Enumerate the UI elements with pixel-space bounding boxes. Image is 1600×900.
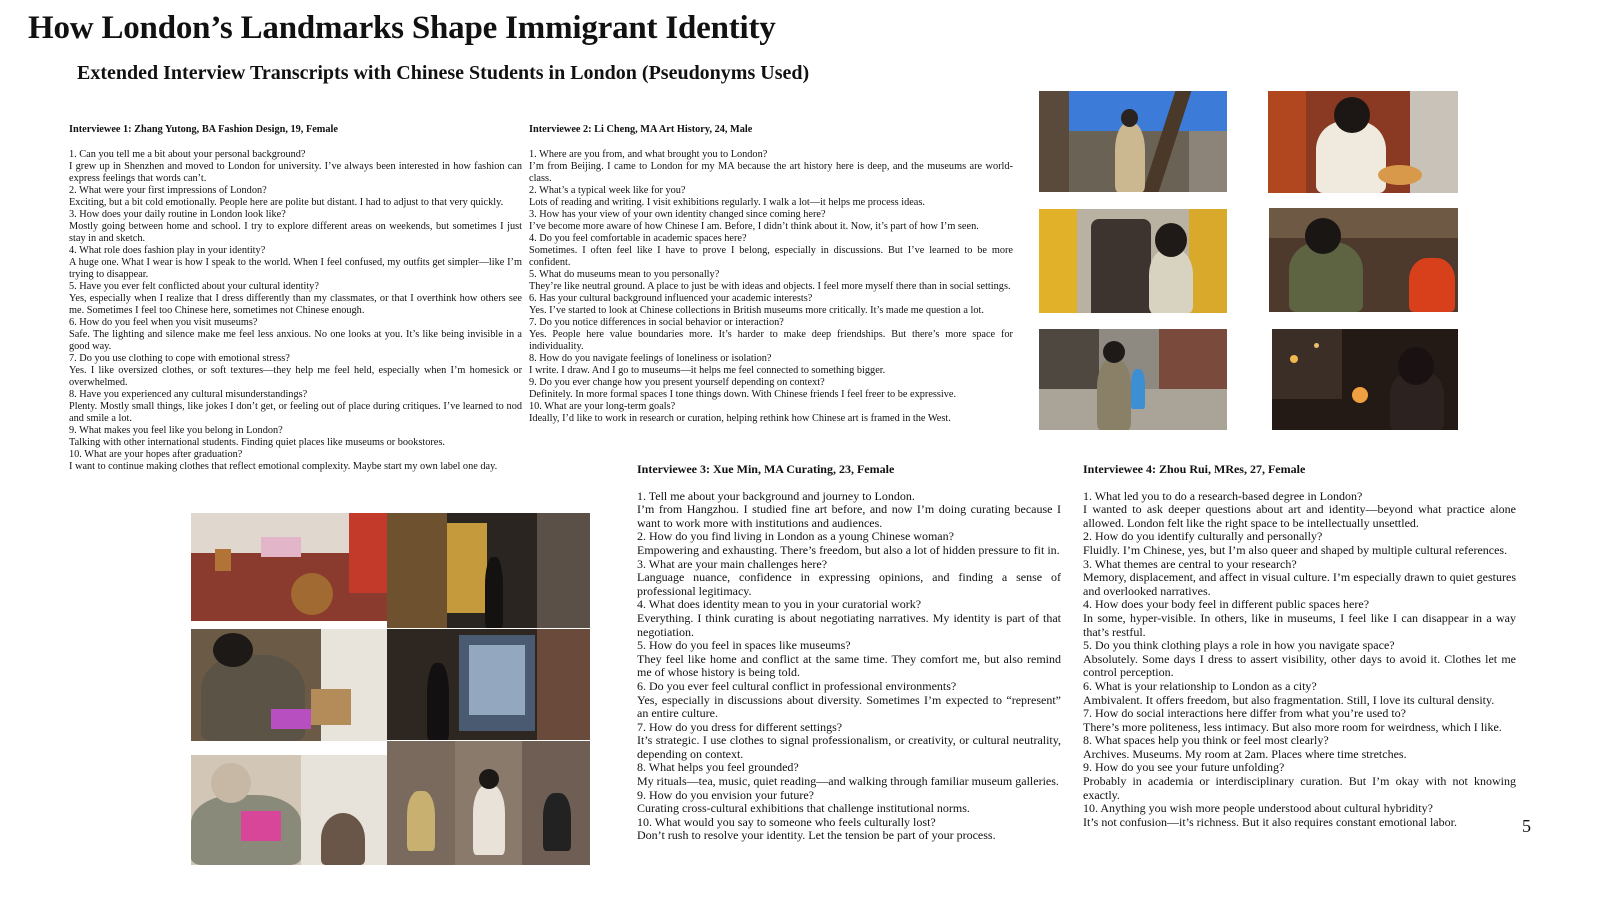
photo-face-covered — [191, 755, 387, 865]
answer: It’s strategic. I use clothes to signal professionalism, or creativity, or cultural neutrality, depending on context. — [637, 733, 1061, 761]
page-number: 5 — [1522, 816, 1531, 836]
question: 10. What are your long-term goals? — [529, 401, 676, 412]
question: 6. Has your cultural background influenced your academic interests? — [529, 293, 813, 304]
answer: Curating cross-cultural exhibitions that challenge institutional norms. — [637, 801, 970, 816]
qa-item — [529, 209, 1013, 233]
qa-item — [69, 317, 522, 353]
qa-item — [1083, 598, 1516, 639]
answer: Sometimes. I often feel like I have to prove I belong, especially in discussions. But I’ve learned to be more confident. — [529, 245, 1013, 268]
photo-street-with-tree — [1039, 91, 1227, 192]
qa-item — [529, 401, 1013, 425]
question: 5. What do museums mean to you personally? — [529, 269, 720, 280]
photo-restaurant-table — [191, 513, 387, 621]
qa-item — [69, 389, 522, 425]
question: 5. Have you ever felt conflicted about your cultural identity? — [69, 281, 319, 292]
answer: Safe. The lighting and silence make me feel less anxious. No one looks at you. It’s like being invisible in a good way. — [69, 329, 522, 352]
answer: It’s not confusion—it’s richness. But it also requires constant emotional labor. — [1083, 814, 1457, 829]
answer: Ambivalent. It offers freedom, but also fragmentation. Still, I love its cultural density. — [1083, 692, 1495, 707]
qa-item — [637, 816, 1061, 843]
qa-item — [529, 317, 1013, 353]
qa-item — [69, 209, 522, 245]
question: 7. Do you use clothing to cope with emotional stress? — [69, 353, 290, 364]
page-title: How London’s Landmarks Shape Immigrant Identity — [28, 10, 776, 46]
answer: I grew up in Shenzhen and moved to London for university. I’ve always been interested in how fashion can express feelings that words can’t. — [69, 161, 522, 184]
answer: Yes, especially when I realize that I dress differently than my classmates, or that I overthink how others see me. Sometimes I feel too Chinese here, sometimes not Chinese enough. — [69, 293, 522, 316]
question: 7. How do you dress for different settings? — [637, 719, 843, 734]
question: 5. Do you think clothing plays a role in how you navigate space? — [1083, 638, 1395, 653]
question: 1. Tell me about your background and journey to London. — [637, 488, 915, 503]
qa-item — [69, 449, 522, 473]
photo-evening-street — [1269, 208, 1458, 312]
question: 8. How do you navigate feelings of loneliness or isolation? — [529, 353, 772, 364]
interview-heading: Interviewee 1: Zhang Yutong, BA Fashion Design, 19, Female — [69, 124, 338, 135]
question: 1. What led you to do a research-based degree in London? — [1083, 488, 1363, 503]
qa-item — [1083, 761, 1516, 802]
interview-2 — [529, 124, 1013, 425]
answer: Language nuance, confidence in expressing opinions, and finding a sense of professional legitimacy. — [637, 570, 1061, 598]
qa-list — [69, 149, 522, 473]
qa-item — [529, 185, 1013, 209]
qa-item — [69, 185, 522, 209]
photo-eating-close-up — [191, 629, 387, 741]
question: 3. What are your main challenges here? — [637, 556, 828, 571]
question: 8. Have you experienced any cultural misunderstandings? — [69, 389, 308, 400]
answer: I’ve become more aware of how Chinese I am. Before, I didn’t think about it. Now, it’s part of how I’m seen. — [529, 221, 979, 232]
photo-three-seated — [387, 741, 590, 865]
photo-tube-doors — [1039, 209, 1227, 313]
answer: Absolutely. Some days I dress to assert visibility, other days to avoid it. Clothes let me control perception. — [1083, 651, 1516, 680]
qa-item — [637, 530, 1061, 557]
answer: Lots of reading and writing. I visit exhibitions regularly. I walk a lot—it helps me process ideas. — [529, 197, 925, 208]
qa-item — [637, 789, 1061, 816]
answer: They’re like neutral ground. A place to just be with ideas and objects. I feel more myself there than in social settings. — [529, 281, 1011, 292]
question: 6. Do you ever feel cultural conflict in professional environments? — [637, 678, 957, 693]
answer: Mostly going between home and school. I try to explore different areas on weekends, but sometimes I just stay in and sketch. — [69, 221, 522, 244]
qa-item — [1083, 639, 1516, 680]
question: 10. Anything you wish more people understood about cultural hybridity? — [1083, 801, 1433, 816]
question: 10. What would you say to someone who feels culturally lost? — [637, 814, 936, 829]
answer: Empowering and exhausting. There’s freedom, but also a lot of hidden pressure to fit in. — [637, 542, 1060, 557]
interview-heading: Interviewee 2: Li Cheng, MA Art History, 24, Male — [529, 124, 753, 135]
qa-item — [1083, 680, 1516, 707]
photo-museum-case — [387, 629, 590, 740]
qa-item — [69, 281, 522, 317]
question: 1. Can you tell me a bit about your personal background? — [69, 149, 306, 160]
question: 2. How do you find living in London as a young Chinese woman? — [637, 529, 954, 544]
question: 4. How does your body feel in different public spaces here? — [1083, 597, 1370, 612]
question: 4. What does identity mean to you in your curatorial work? — [637, 597, 922, 612]
qa-item — [69, 149, 522, 185]
qa-item — [529, 149, 1013, 185]
question: 4. Do you feel comfortable in academic spaces here? — [529, 233, 747, 244]
answer: Archives. Museums. My room at 2am. Places where time stretches. — [1083, 746, 1407, 761]
question: 9. Do you ever change how you present yourself depending on context? — [529, 377, 825, 388]
interview-heading: Interviewee 3: Xue Min, MA Curating, 23, Female — [637, 462, 895, 476]
qa-item — [69, 425, 522, 449]
question: 2. What were your first impressions of London? — [69, 185, 267, 196]
question: 9. How do you envision your future? — [637, 787, 814, 802]
qa-item — [529, 377, 1013, 401]
question: 2. What’s a typical week like for you? — [529, 185, 686, 196]
answer: Talking with other international students. Finding quiet places like museums or bookstores. — [69, 437, 445, 448]
interview-4 — [1083, 463, 1516, 829]
question: 3. What themes are central to your research? — [1083, 556, 1297, 571]
question: 3. How has your view of your own identity changed since coming here? — [529, 209, 826, 220]
qa-item — [1083, 530, 1516, 557]
qa-item — [1083, 734, 1516, 761]
answer: Probably in academia or interdisciplinary curation. But I’m okay with not knowing exactly. — [1083, 774, 1516, 802]
qa-item — [529, 233, 1013, 269]
question: 3. How does your daily routine in London look like? — [69, 209, 286, 220]
photo-cafe-window — [1268, 91, 1458, 193]
qa-item — [529, 353, 1013, 377]
answer: I’m from Hangzhou. I studied fine art before, and now I’m doing curating because I want to work more with institutions and audiences. — [637, 502, 1061, 530]
qa-item — [1083, 490, 1516, 531]
qa-item — [529, 269, 1013, 293]
qa-item — [69, 245, 522, 281]
answer: A huge one. What I wear is how I speak to the world. When I feel confused, my outfits get simpler—like I’m trying to disappear. — [69, 257, 522, 280]
question: 5. How do you feel in spaces like museums? — [637, 638, 851, 653]
question: 6. What is your relationship to London as a city? — [1083, 678, 1317, 693]
qa-item — [529, 293, 1013, 317]
answer: Yes. People here value boundaries more. It’s harder to make deep friendships. But there’s more space for individuality. — [529, 329, 1013, 352]
page-subtitle: Extended Interview Transcripts with Chinese Students in London (Pseudonyms Used) — [77, 62, 810, 84]
question: 7. How do social interactions here differ from what you’re used to? — [1083, 706, 1407, 721]
answer: I write. I draw. And I go to museums—it helps me feel connected to something bigger. — [529, 365, 886, 376]
question: 1. Where are you from, and what brought you to London? — [529, 149, 768, 160]
qa-item — [637, 721, 1061, 762]
answer: Yes. I’ve started to look at Chinese collections in British museums more critically. It’s made me question a lot. — [529, 305, 984, 316]
answer: Yes, especially in discussions about diversity. Sometimes I’m expected to “represent” an entire culture. — [637, 692, 1061, 721]
question: 8. What helps you feel grounded? — [637, 760, 799, 775]
photo-street-walk — [1039, 329, 1227, 430]
answer: I want to continue making clothes that reflect emotional complexity. Maybe start my own label one day. — [69, 461, 498, 472]
answer: Memory, displacement, and affect in visual culture. I’m especially drawn to quiet gestures and overlooked narratives. — [1083, 570, 1516, 598]
photo-candlelit-room — [1272, 329, 1458, 430]
question: 7. Do you notice differences in social behavior or interaction? — [529, 317, 784, 328]
answer: Definitely. In more formal spaces I tone things down. With Chinese friends I feel freer to be expressive. — [529, 389, 957, 400]
qa-item — [1083, 707, 1516, 734]
qa-item — [637, 680, 1061, 721]
interview-3 — [637, 463, 1061, 843]
question: 8. What spaces help you think or feel most clearly? — [1083, 733, 1329, 748]
question: 10. What are your hopes after graduation? — [69, 449, 243, 460]
qa-item — [1083, 802, 1516, 829]
qa-item — [637, 490, 1061, 531]
answer: Fluidly. I’m Chinese, yes, but I’m also queer and shaped by multiple cultural references. — [1083, 542, 1508, 557]
answer: Everything. I think curating is about negotiating narratives. My identity is part of that negotiation. — [637, 610, 1061, 639]
qa-item — [637, 558, 1061, 599]
question: 4. What role does fashion play in your identity? — [69, 245, 266, 256]
qa-item — [637, 761, 1061, 788]
qa-list — [637, 490, 1061, 843]
answer: I wanted to ask deeper questions about art and identity—beyond what practice alone allowed. London felt like the right space to be intellectually unsettled. — [1083, 502, 1516, 530]
question: 9. What makes you feel like you belong in London? — [69, 425, 283, 436]
qa-item — [1083, 558, 1516, 599]
answer: In some, hyper-visible. In others, like in museums, I feel like I can disappear in a way that’s restful. — [1083, 610, 1516, 639]
question: 2. How do you identify culturally and personally? — [1083, 529, 1323, 544]
answer: Exciting, but a bit cold emotionally. People here are polite but distant. I had to adjust to that very quickly. — [69, 197, 504, 208]
qa-list — [529, 149, 1013, 425]
interview-heading: Interviewee 4: Zhou Rui, MRes, 27, Female — [1083, 462, 1306, 476]
interview-1 — [69, 124, 522, 473]
answer: They feel like home and conflict at the same time. They comfort me, but also remind me of whose history is being told. — [637, 651, 1061, 680]
photo-museum-gallery — [387, 513, 590, 628]
qa-list — [1083, 490, 1516, 830]
answer: Yes. I like oversized clothes, or soft textures—they help me feel held, especially when I’m homesick or overwhelmed. — [69, 365, 522, 388]
qa-item — [637, 639, 1061, 680]
answer: I’m from Beijing. I came to London for my MA because the art history here is deep, and the museums are world-class. — [529, 161, 1013, 184]
answer: Plenty. Mostly small things, like jokes I don’t get, or feeling out of place during critiques. I’ve learned to nod and smile a lot. — [69, 401, 522, 424]
qa-item — [637, 598, 1061, 639]
answer: Don’t rush to resolve your identity. Let the tension be part of your process. — [637, 828, 996, 843]
answer: My rituals—tea, music, quiet reading—and walking through familiar museum galleries. — [637, 774, 1059, 789]
answer: There’s more politeness, less intimacy. But also more room for weirdness, which I like. — [1083, 719, 1502, 734]
question: 6. How do you feel when you visit museums? — [69, 317, 258, 328]
question: 9. How do you see your future unfolding? — [1083, 760, 1285, 775]
qa-item — [69, 353, 522, 389]
answer: Ideally, I’d like to work in research or curation, helping rethink how Chinese art is framed in the West. — [529, 413, 951, 424]
